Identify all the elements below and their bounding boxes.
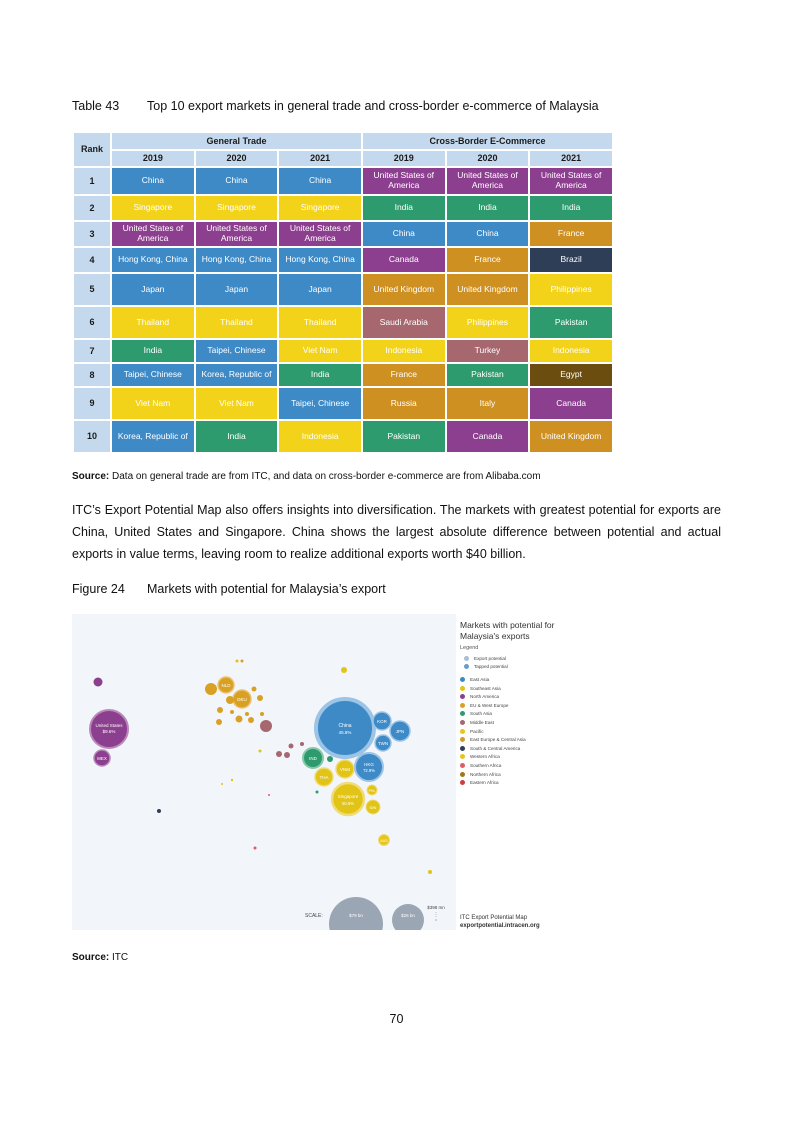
legend-region-item: South & Central America bbox=[460, 744, 590, 753]
rank-cell: 9 bbox=[74, 388, 110, 419]
hkg-pct: 72.9% bbox=[363, 768, 375, 773]
region-color-icon bbox=[460, 711, 465, 716]
hkg-label: HKG bbox=[364, 762, 374, 767]
market-cell: Saudi Arabia bbox=[363, 307, 445, 338]
legend-kind-tapped: Tapped potential bbox=[460, 663, 590, 672]
market-cell: Japan bbox=[279, 274, 361, 305]
mex-label: MEX bbox=[97, 756, 107, 761]
year-header: 2020 bbox=[447, 151, 529, 166]
market-cell: France bbox=[363, 364, 445, 386]
singapore-label: Singapore bbox=[337, 794, 359, 799]
market-cell: France bbox=[447, 248, 529, 272]
legend-region-item: East Europe & Central Asia bbox=[460, 735, 590, 744]
china-pct: 45.8% bbox=[338, 730, 352, 735]
usa-pct: $9.6% bbox=[102, 729, 116, 734]
table-row bbox=[74, 168, 612, 194]
market-cell: United States of America bbox=[196, 222, 278, 246]
region-color-icon bbox=[460, 729, 465, 734]
market-cell: Pakistan bbox=[530, 307, 612, 338]
credit-line1: ITC Export Potential Map bbox=[460, 915, 528, 921]
legend-region-item: Western Africa bbox=[460, 753, 590, 762]
export-markets-table bbox=[72, 131, 614, 454]
region-color-icon bbox=[460, 780, 465, 785]
cross-border-header: Cross-Border E-Commerce bbox=[363, 133, 612, 149]
usa-label: United States bbox=[95, 723, 123, 728]
tapped-potential-icon bbox=[464, 664, 469, 669]
market-cell: United States of America bbox=[363, 168, 445, 194]
scale-label: SCALE: bbox=[305, 913, 323, 919]
legend-region-item: Pacific bbox=[460, 727, 590, 736]
market-cell: India bbox=[112, 340, 194, 362]
market-cell: Canada bbox=[363, 248, 445, 272]
market-cell: Pakistan bbox=[447, 364, 529, 386]
market-cell: India bbox=[530, 196, 612, 220]
body-paragraph: ITC’s Export Potential Map also offers insights into diversification. The markets with greatest potential for exports are China, United States and Singapore. China shows the largest absolute difference between potential and actual exports in value terms, leaving room to realize additional exports worth $40 billion. bbox=[72, 503, 721, 561]
region-color-icon bbox=[460, 737, 465, 742]
figure-credit bbox=[460, 914, 540, 930]
deu-label: DEU bbox=[237, 697, 247, 702]
table-row bbox=[74, 274, 612, 305]
market-cell: China bbox=[363, 222, 445, 246]
ind-label: IND bbox=[309, 756, 317, 761]
kor-label: KOR bbox=[377, 719, 387, 724]
table-row bbox=[74, 340, 612, 362]
market-cell: Thailand bbox=[279, 307, 361, 338]
market-cell: United States of America bbox=[530, 168, 612, 194]
market-cell: Viet Nam bbox=[112, 388, 194, 419]
year-header: 2021 bbox=[279, 151, 361, 166]
legend-region-item: South Asia bbox=[460, 710, 590, 719]
table-row bbox=[74, 364, 612, 386]
market-cell: Canada bbox=[447, 421, 529, 452]
singapore-bubble bbox=[332, 783, 364, 815]
scale-big-label: $79 bn bbox=[349, 913, 363, 918]
year-header: 2021 bbox=[530, 151, 612, 166]
scale-small-label: $398 mn bbox=[427, 905, 445, 910]
region-color-icon bbox=[460, 746, 465, 751]
market-cell: Viet Nam bbox=[196, 388, 278, 419]
market-cell: India bbox=[196, 421, 278, 452]
year-header-row bbox=[74, 151, 612, 166]
market-cell: Hong Kong, China bbox=[279, 248, 361, 272]
market-cell: China bbox=[196, 168, 278, 194]
legend-region-item: EU & West Europe bbox=[460, 701, 590, 710]
figure-caption bbox=[72, 582, 386, 596]
market-cell: China bbox=[112, 168, 194, 194]
nld-label: NLD bbox=[221, 683, 231, 688]
phl-label: PHL bbox=[368, 789, 376, 793]
legend-region-item: Middle East bbox=[460, 718, 590, 727]
market-cell: France bbox=[530, 222, 612, 246]
year-header: 2019 bbox=[363, 151, 445, 166]
figure-source-text: ITC bbox=[109, 952, 129, 963]
market-cell: United States of America bbox=[112, 222, 194, 246]
market-cell: Thailand bbox=[196, 307, 278, 338]
market-cell: United Kingdom bbox=[363, 274, 445, 305]
scale-mid-label: $26 bn bbox=[401, 913, 415, 918]
market-cell: China bbox=[279, 168, 361, 194]
table-source-text: Data on general trade are from ITC, and data on cross-border e-commerce are from Alibaba.com bbox=[109, 471, 541, 482]
market-cell: Viet Nam bbox=[279, 340, 361, 362]
fra-bubble bbox=[205, 683, 217, 695]
bel-bubble bbox=[226, 696, 234, 704]
rank-cell: 6 bbox=[74, 307, 110, 338]
rank-cell: 10 bbox=[74, 421, 110, 452]
table-caption bbox=[72, 99, 599, 113]
market-cell: Hong Kong, China bbox=[196, 248, 278, 272]
market-cell: Taipei, Chinese bbox=[196, 340, 278, 362]
table-row bbox=[74, 196, 612, 220]
market-cell: Philippines bbox=[530, 274, 612, 305]
table-source-label: Source: bbox=[72, 471, 110, 482]
hkg-bubble bbox=[355, 753, 383, 781]
market-cell: Canada bbox=[530, 388, 612, 419]
market-cell: Indonesia bbox=[363, 340, 445, 362]
market-cell: Indonesia bbox=[530, 340, 612, 362]
idn-label: IDN bbox=[369, 805, 377, 810]
table-row bbox=[74, 421, 612, 452]
map-scale bbox=[305, 897, 445, 930]
legend-region-item: Southeast Asia bbox=[460, 684, 590, 693]
legend-kind-export: Export potential bbox=[460, 654, 590, 663]
credit-url: exportpotential.intracen.org bbox=[460, 923, 540, 929]
region-color-icon bbox=[460, 686, 465, 691]
market-cell: Taipei, Chinese bbox=[112, 364, 194, 386]
market-cell: China bbox=[447, 222, 529, 246]
table-number: Table 43 bbox=[72, 99, 120, 113]
table-title: Top 10 export markets in general trade and cross-border e-commerce of Malaysia bbox=[147, 99, 599, 113]
market-cell: United Kingdom bbox=[530, 421, 612, 452]
table-row bbox=[74, 248, 612, 272]
market-cell: Indonesia bbox=[279, 421, 361, 452]
jpn-label: JPN bbox=[395, 729, 405, 734]
export-potential-icon bbox=[464, 656, 469, 661]
china-label: China bbox=[338, 723, 352, 729]
page-number: 70 bbox=[389, 1012, 404, 1026]
market-cell: Brazil bbox=[530, 248, 612, 272]
rank-cell: 7 bbox=[74, 340, 110, 362]
aus-label: AUS bbox=[380, 839, 388, 843]
market-cell: United Kingdom bbox=[447, 274, 529, 305]
export-potential-map bbox=[72, 614, 456, 930]
year-header: 2019 bbox=[112, 151, 194, 166]
region-color-icon bbox=[460, 694, 465, 699]
market-cell: Taipei, Chinese bbox=[279, 388, 361, 419]
table-row bbox=[74, 307, 612, 338]
rank-cell: 1 bbox=[74, 168, 110, 194]
figure-source bbox=[72, 952, 128, 963]
market-cell: Russia bbox=[363, 388, 445, 419]
legend-region-item: Southern Africa bbox=[460, 761, 590, 770]
singapore-pct: 50.6% bbox=[342, 801, 354, 806]
market-cell: Korea, Republic of bbox=[196, 364, 278, 386]
market-cell: Singapore bbox=[196, 196, 278, 220]
legend-region-item: Eastern Africa bbox=[460, 778, 590, 787]
twn-label: TWN bbox=[377, 741, 389, 746]
tha-label: THA bbox=[319, 775, 329, 780]
market-cell: Singapore bbox=[279, 196, 361, 220]
general-trade-header: General Trade bbox=[112, 133, 361, 149]
market-cell: Hong Kong, China bbox=[112, 248, 194, 272]
market-cell: Japan bbox=[196, 274, 278, 305]
legend-regions bbox=[460, 675, 590, 787]
market-cell: United States of America bbox=[447, 168, 529, 194]
region-color-icon bbox=[460, 754, 465, 759]
figure-title: Markets with potential for Malaysia’s export bbox=[147, 582, 386, 596]
rank-header: Rank bbox=[74, 133, 110, 166]
legend-subtitle: Legend bbox=[460, 645, 479, 651]
rank-cell: 3 bbox=[74, 222, 110, 246]
bubble-map bbox=[72, 614, 456, 930]
market-cell: United States of America bbox=[279, 222, 361, 246]
rank-cell: 4 bbox=[74, 248, 110, 272]
region-color-icon bbox=[460, 763, 465, 768]
market-cell: Philippines bbox=[447, 307, 529, 338]
figure-number: Figure 24 bbox=[72, 582, 125, 596]
market-cell: Pakistan bbox=[363, 421, 445, 452]
market-cell: Korea, Republic of bbox=[112, 421, 194, 452]
market-cell: India bbox=[447, 196, 529, 220]
market-cell: Egypt bbox=[530, 364, 612, 386]
region-color-icon bbox=[460, 772, 465, 777]
market-cell: Singapore bbox=[112, 196, 194, 220]
legend-region-item: Northern Africa bbox=[460, 770, 590, 779]
table-row bbox=[74, 222, 612, 246]
legend-title: Markets with potential for Malaysia's exports bbox=[460, 620, 555, 641]
market-cell: Japan bbox=[112, 274, 194, 305]
market-cell: India bbox=[363, 196, 445, 220]
table-source bbox=[72, 471, 541, 482]
table-row bbox=[74, 388, 612, 419]
region-color-icon bbox=[460, 677, 465, 682]
market-cell: Thailand bbox=[112, 307, 194, 338]
region-color-icon bbox=[460, 720, 465, 725]
rank-cell: 5 bbox=[74, 274, 110, 305]
legend-region-item: North America bbox=[460, 692, 590, 701]
figure-source-label: Source: bbox=[72, 952, 110, 963]
region-color-icon bbox=[460, 703, 465, 708]
year-header: 2020 bbox=[196, 151, 278, 166]
market-cell: Turkey bbox=[447, 340, 529, 362]
legend-region-item: East Asia bbox=[460, 675, 590, 684]
market-cell: Italy bbox=[447, 388, 529, 419]
rank-cell: 8 bbox=[74, 364, 110, 386]
market-cell: India bbox=[279, 364, 361, 386]
rank-cell: 2 bbox=[74, 196, 110, 220]
vnm-label: VNM bbox=[340, 767, 350, 772]
map-legend bbox=[460, 620, 590, 787]
